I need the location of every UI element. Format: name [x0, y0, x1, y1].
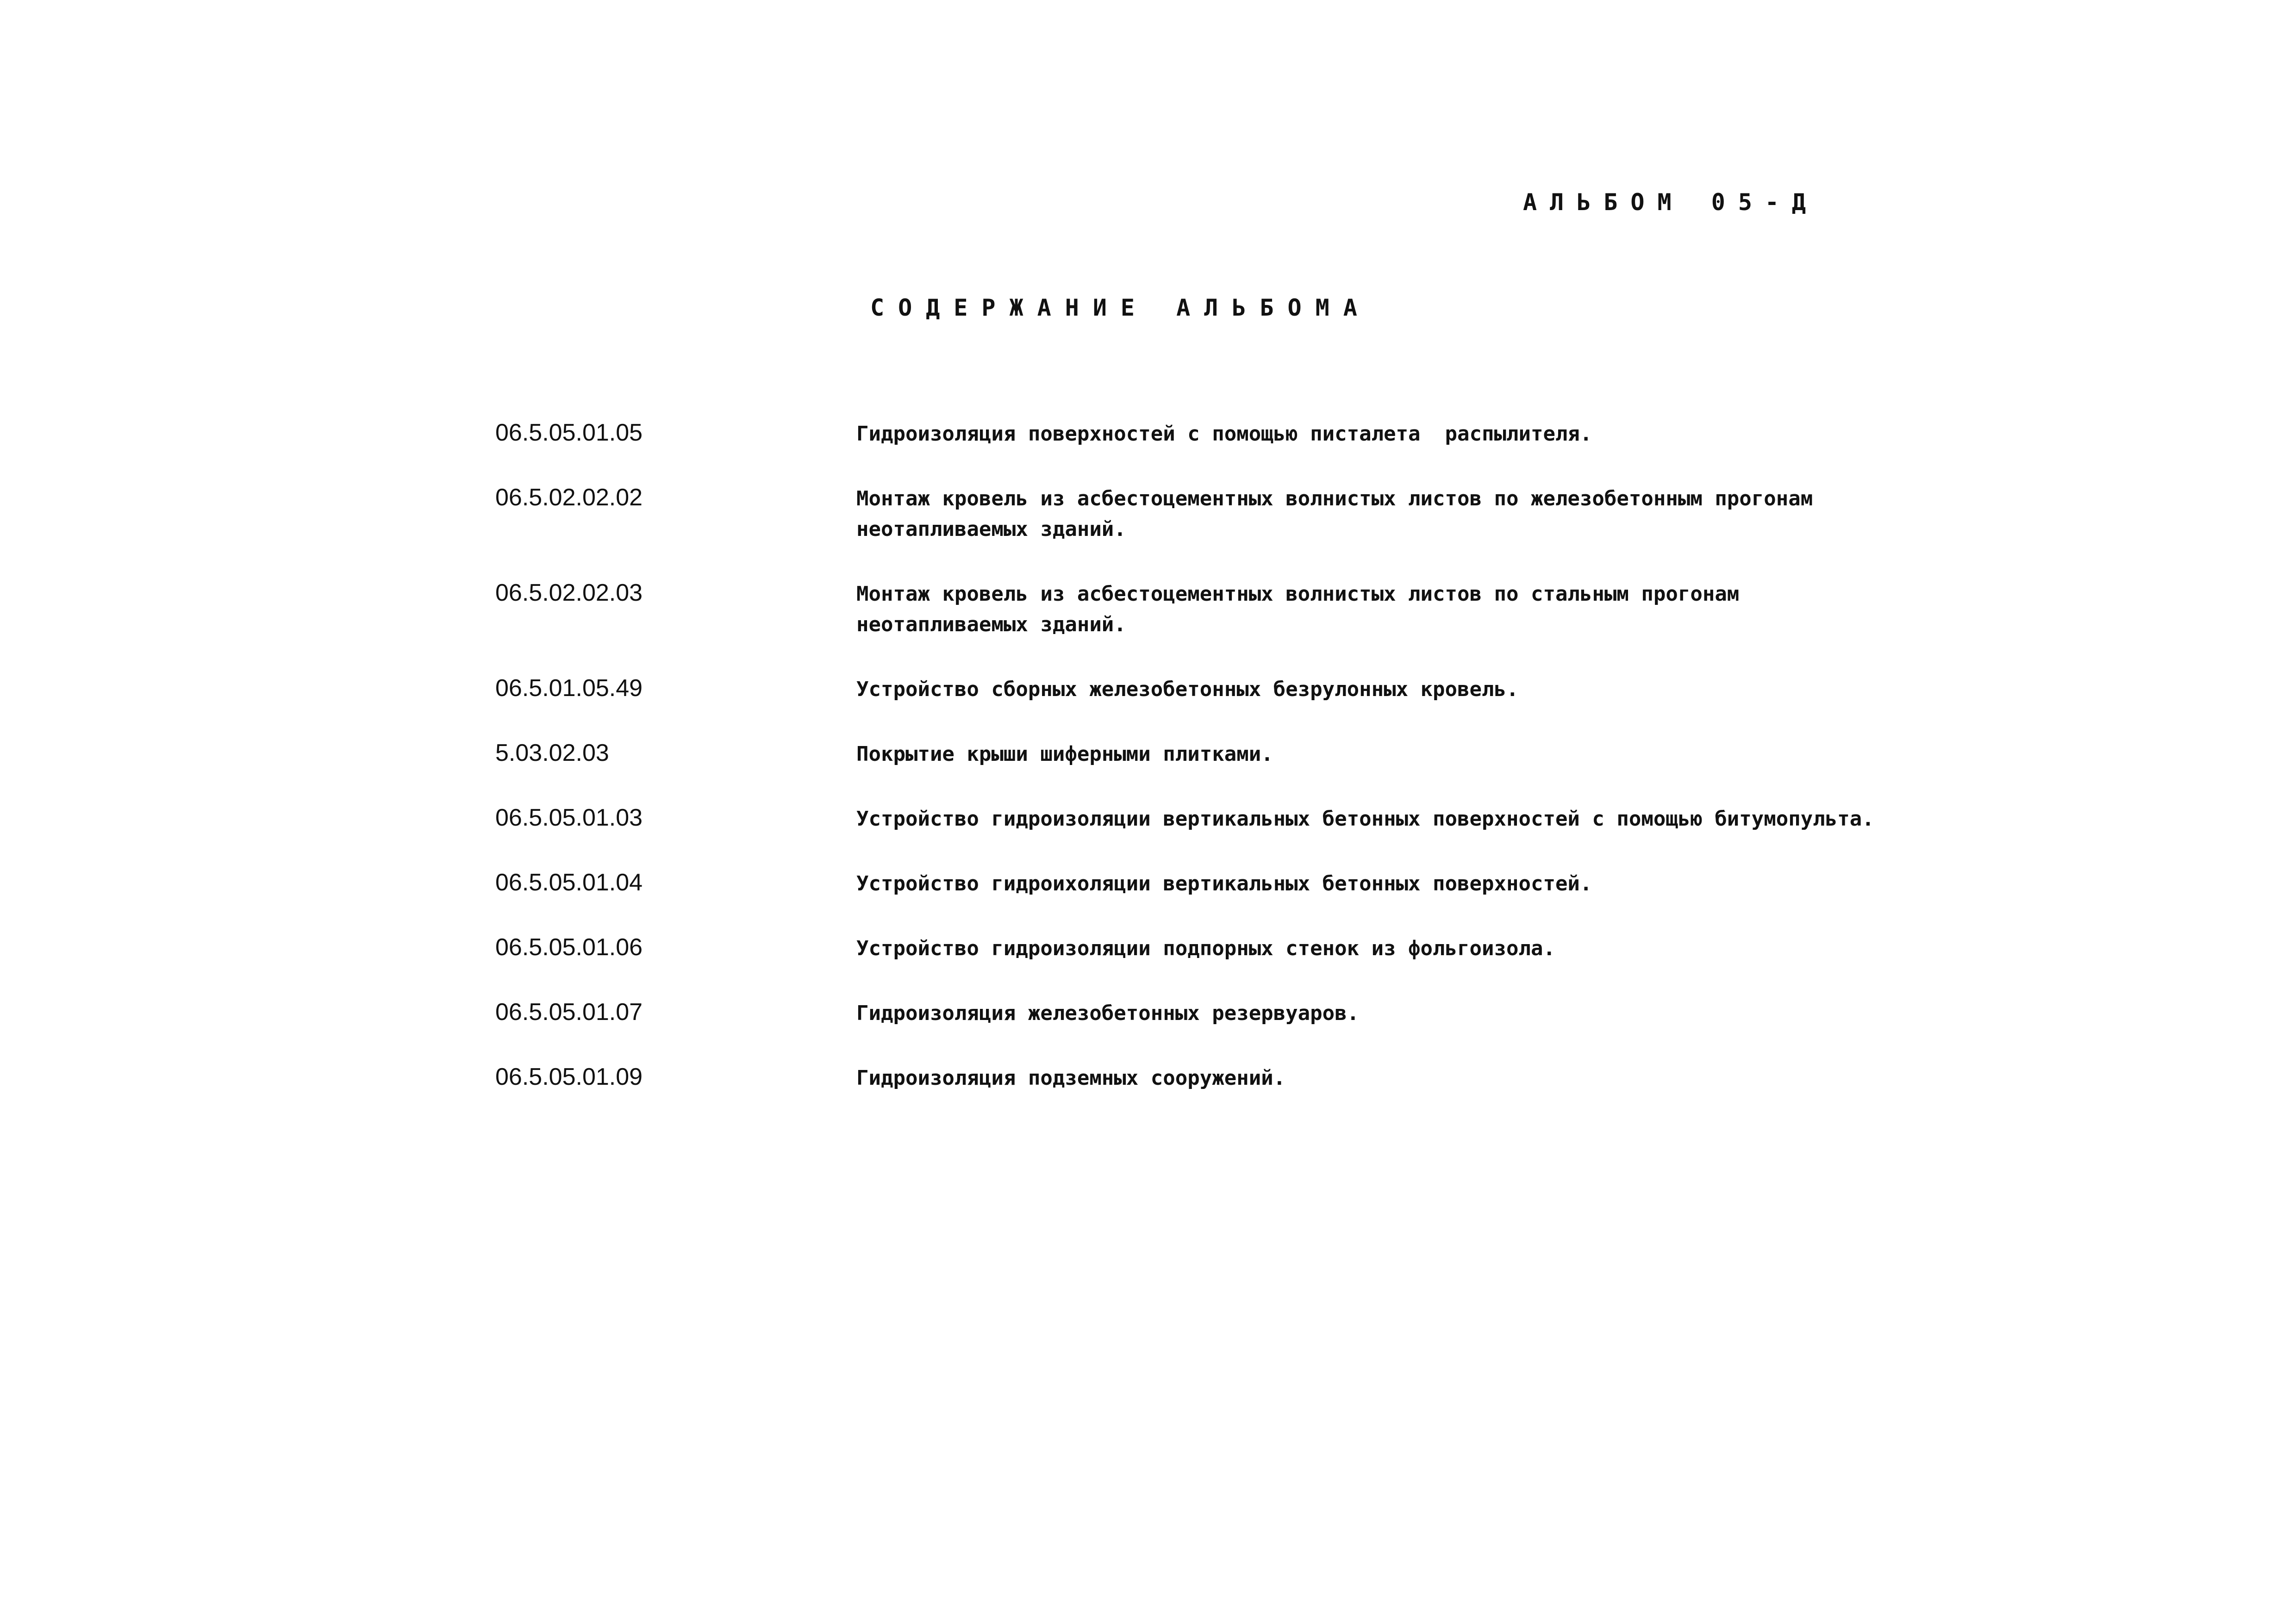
contents-entry	[495, 933, 1977, 964]
entry-title: Устройство гидроихоляции вертикальных бетонных поверхностей.	[856, 872, 1592, 895]
entry-title: Устройство гидроизоляции вертикальных бетонных поверхностей с помощью битумопульта.	[856, 807, 1874, 831]
entry-title: Покрытие крыши шиферными плитками.	[856, 742, 1273, 766]
contents-entry	[495, 998, 1977, 1029]
entry-code: 06.5.02.02.02	[495, 484, 643, 511]
contents-entry	[495, 579, 1977, 640]
entry-title: Монтаж кровель из асбестоцементных волнистых листов по железобетонным прогонам неотапливаемых зданий.	[856, 487, 1813, 541]
entry-code: 06.5.05.01.05	[495, 419, 643, 446]
contents-list	[495, 419, 1977, 1128]
entry-title: Гидроизоляция подземных сооружений.	[856, 1066, 1286, 1090]
entry-code: 06.5.05.01.04	[495, 869, 643, 896]
entry-code: 06.5.01.05.49	[495, 675, 643, 702]
contents-entry	[495, 804, 1977, 834]
entry-code: 06.5.05.01.07	[495, 999, 643, 1026]
contents-entry	[495, 1063, 1977, 1094]
contents-entry	[495, 484, 1977, 545]
contents-entry	[495, 674, 1977, 705]
entry-code: 06.5.05.01.09	[495, 1063, 643, 1090]
entry-title: Устройство сборных железобетонных безрулонных кровель.	[856, 678, 1519, 701]
entry-title: Гидроизоляция железобетонных резервуаров.	[856, 1001, 1360, 1025]
entry-title: Гидроизоляция поверхностей с помощью писталета распылителя.	[856, 422, 1592, 446]
album-label: АЛЬБОМ 05-Д	[1523, 189, 1819, 216]
contents-entry	[495, 869, 1977, 899]
contents-entry	[495, 739, 1977, 770]
page-title: СОДЕРЖАНИЕ АЛЬБОМА	[870, 294, 1371, 321]
entry-title: Монтаж кровель из асбестоцементных волнистых листов по стальным прогонам неотапливаемых зданий.	[856, 582, 1740, 636]
contents-entry	[495, 419, 1977, 449]
entry-code: 06.5.05.01.03	[495, 804, 643, 831]
entry-title: Устройство гидроизоляции подпорных стенок из фольгоизола.	[856, 937, 1555, 960]
entry-code: 06.5.02.02.03	[495, 579, 643, 606]
entry-code: 06.5.05.01.06	[495, 934, 643, 961]
entry-code: 5.03.02.03	[495, 740, 609, 766]
